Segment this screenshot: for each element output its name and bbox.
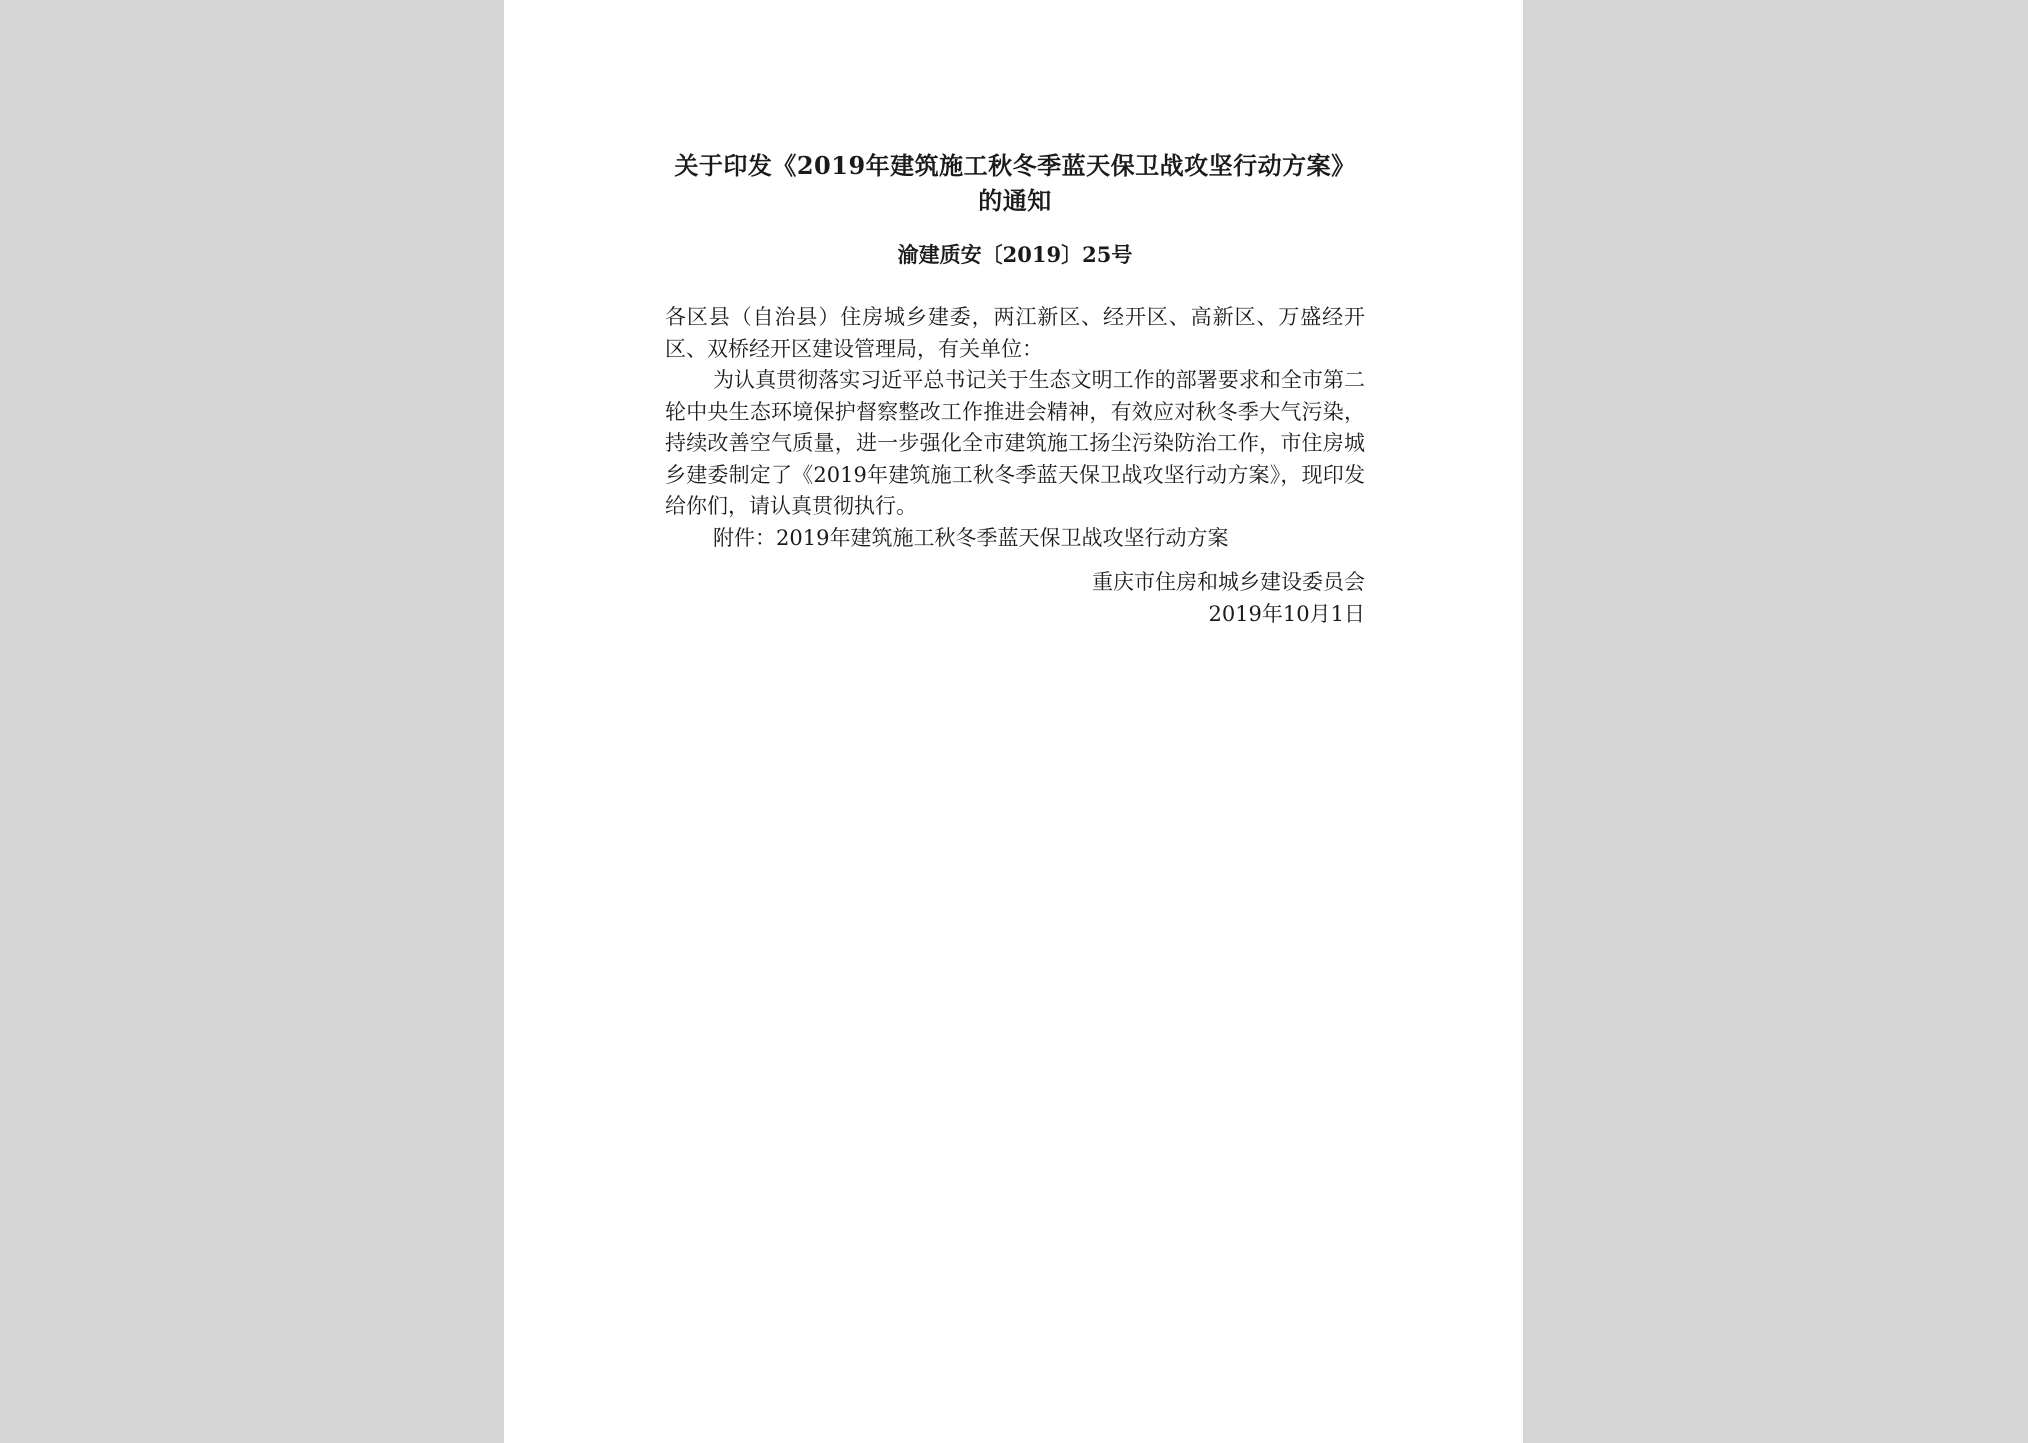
- attachment-line: 附件：2019年建筑施工秋冬季蓝天保卫战攻坚行动方案: [713, 525, 1229, 550]
- recipients-line: 各区县（自治县）住房城乡建委，两江新区、经开区、高新区、万盛经开区、双桥经开区建设管理局，有关单位：: [665, 305, 1365, 361]
- signature-block: [665, 567, 1365, 630]
- main-paragraph: 为认真贯彻落实习近平总书记关于生态文明工作的部署要求和全市第二轮中央生态环境保护督察整改工作推进会精神，有效应对秋冬季大气污染，持续改善空气质量，进一步强化全市建筑施工扬尘污染防治工作，市住房城乡建委制定了《2019年建筑施工秋冬季蓝天保卫战攻坚行动方案》，现印发给你们，请认真贯彻执行。: [665, 368, 1365, 518]
- issue-date: 2019年10月1日: [1208, 601, 1365, 626]
- page-content: [665, 148, 1365, 630]
- document-number: 渝建质安〔2019〕25号: [897, 242, 1133, 267]
- document-page: [504, 0, 1523, 1443]
- issuer-name: 重庆市住房和城乡建设委员会: [1092, 570, 1365, 594]
- document-title: 关于印发《2019年建筑施工秋冬季蓝天保卫战攻坚行动方案》的通知: [674, 151, 1356, 215]
- document-body: [665, 302, 1365, 554]
